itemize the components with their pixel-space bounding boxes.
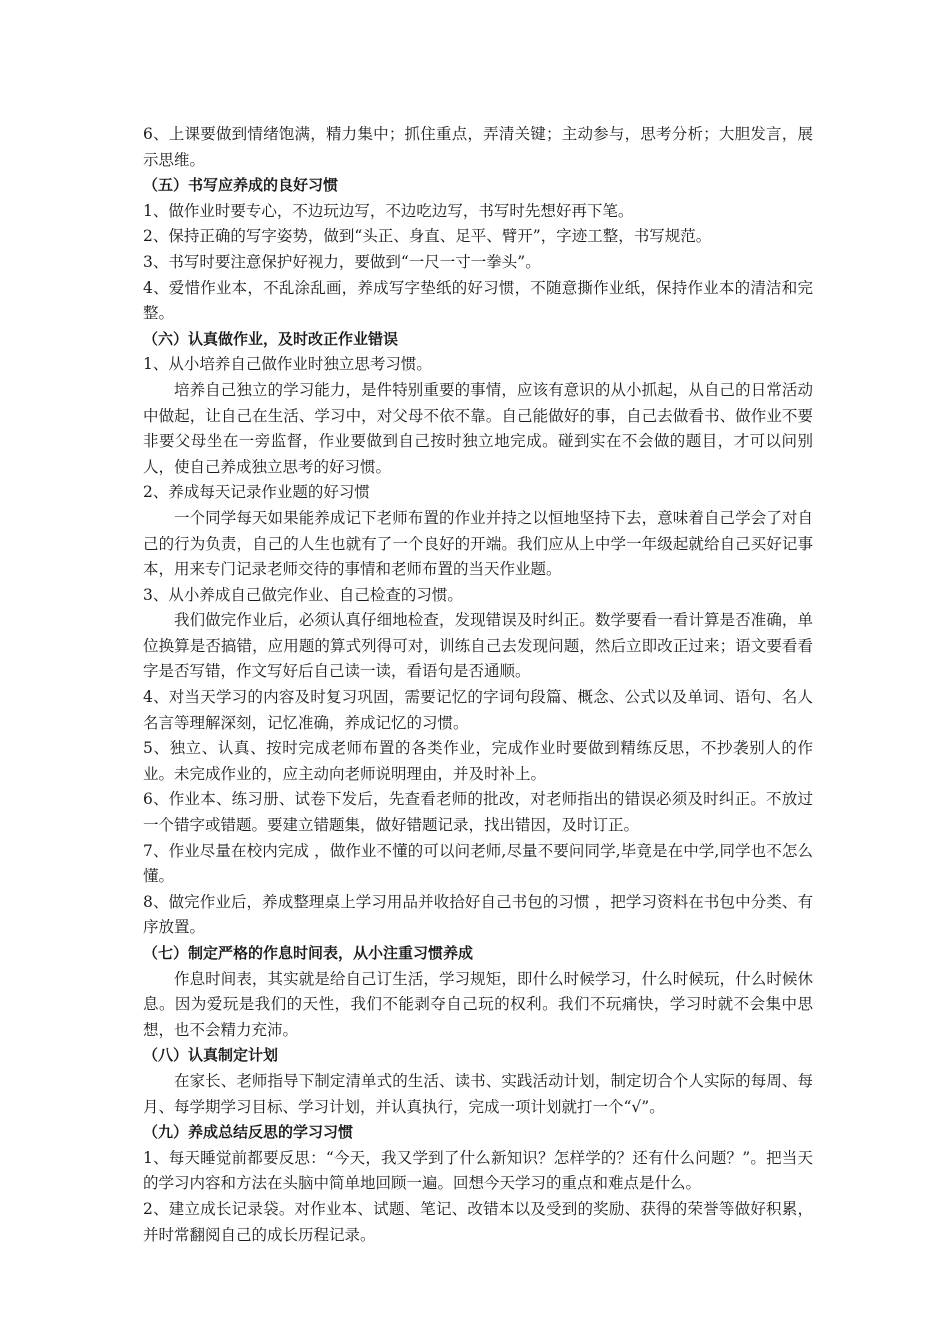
section-heading: （七）制定严格的作息时间表，从小注重习惯养成 xyxy=(143,944,474,962)
paragraph: 一个同学每天如果能养成记下老师布置的作业并持之以恒地坚持下去，意味着自己学会了对自己的行为负责，自己的人生也就有了一个良好的开端。我们应从上中学一年级起就给自己买好记事本，用来专门记录老师交待的事情和老师布置的当天作业题。 xyxy=(143,508,813,579)
paragraph: 4、对当天学习的内容及时复习巩固，需要记忆的字词句段篇、概念、公式以及单词、语句、名人名言等理解深刻，记忆准确，养成记忆的习惯。 xyxy=(143,688,813,732)
paragraph: 3、从小养成自己做完作业、自己检查的习惯。 xyxy=(143,585,463,604)
paragraph: 2、建立成长记录袋。对作业本、试题、笔记、改错本以及受到的奖励、获得的荣誉等做好积累，并时常翻阅自己的成长历程记录。 xyxy=(143,1199,813,1244)
paragraph: 1、做作业时要专心，不边玩边写，不边吃边写，书写时先想好再下笔。 xyxy=(143,201,634,220)
paragraph: 5、独立、认真、按时完成老师布置的各类作业，完成作业时要做到精练反思，不抄袭别人的作业。未完成作业的，应主动向老师说明理由，并及时补上。 xyxy=(143,739,813,783)
section-heading: （六）认真做作业，及时改正作业错误 xyxy=(143,329,399,348)
document-body xyxy=(143,122,813,1248)
paragraph: 我们做完作业后，必须认真仔细地检查，发现错误及时纠正。数学要看一看计算是否准确，单位换算是否搞错，应用题的算式列得可对，训练自己去发现问题，然后立即改正过来；语文要看看字是否写错，作文写好后自己读一读，看语句是否通顺。 xyxy=(143,611,813,681)
paragraph: 8、做完作业后，养成整理桌上学习用品并收拾好自己书包的习惯 ，把学习资料在书包中分类、有序放置。 xyxy=(143,892,813,937)
paragraph: 1、从小培养自己做作业时独立思考习惯。 xyxy=(143,355,432,374)
paragraph: 6、上课要做到情绪饱满，精力集中；抓住重点，弄清关键；主动参与，思考分析；大胆发言，展示思维。 xyxy=(143,125,813,169)
section-heading: （八）认真制定计划 xyxy=(143,1046,279,1065)
paragraph: 7、作业尽量在校内完成 ，做作业不懂的可以问老师,尽量不要问同学,毕竟是在中学,同学也不怎么懂。 xyxy=(143,841,813,886)
paragraph: 在家长、老师指导下制定清单式的生活、读书、实践活动计划，制定切合个人实际的每周、每月、每学期学习目标、学习计划，并认真执行，完成一项计划就打一个“√”。 xyxy=(143,1071,813,1116)
section-heading: （九）养成总结反思的学习习惯 xyxy=(143,1123,354,1142)
paragraph: 6、作业本、练习册、试卷下发后，先查看老师的批改，对老师指出的错误必须及时纠正。不放过一个错字或错题。要建立错题集，做好错题记录，找出错因，及时订正。 xyxy=(143,790,813,835)
paragraph: 1、每天睡觉前都要反思：“今天，我又学到了什么新知识？怎样学的？还有什么问题？”。把当天的学习内容和方法在头脑中简单地回顾一遍。回想今天学习的重点和难点是什么。 xyxy=(143,1148,813,1193)
paragraph: 培养自己独立的学习能力，是件特别重要的事情，应该有意识的从小抓起，从自己的日常活动中做起，让自己在生活、学习中，对父母不依不靠。自己能做好的事，自己去做看书、做作业不要非要父母坐在一旁监督，作业要做到自己按时独立地完成。碰到实在不会做的题目，才可以问别人，使自己养成独立思考的好习惯。 xyxy=(143,380,813,476)
paragraph: 2、保持正确的写字姿势，做到“头正、身直、足平、臂开”，字迹工整，书写规范。 xyxy=(143,227,712,246)
paragraph: 3、书写时要注意保护好视力，要做到“一尺一寸一拳头”。 xyxy=(143,252,541,271)
paragraph: 2、养成每天记录作业题的好习惯 xyxy=(143,483,370,502)
paragraph: 4、爱惜作业本，不乱涂乱画，养成写字垫纸的好习惯，不随意撕作业纸，保持作业本的清洁和完整。 xyxy=(143,278,813,323)
paragraph: 作息时间表，其实就是给自己订生活，学习规矩，即什么时候学习，什么时候玩，什么时候休息。因为爱玩是我们的天性，我们不能剥夺自己玩的权利。我们不玩痛快，学习时就不会集中思想，也不会精力充沛。 xyxy=(143,969,813,1039)
section-heading: （五）书写应养成的良好习惯 xyxy=(143,176,339,195)
